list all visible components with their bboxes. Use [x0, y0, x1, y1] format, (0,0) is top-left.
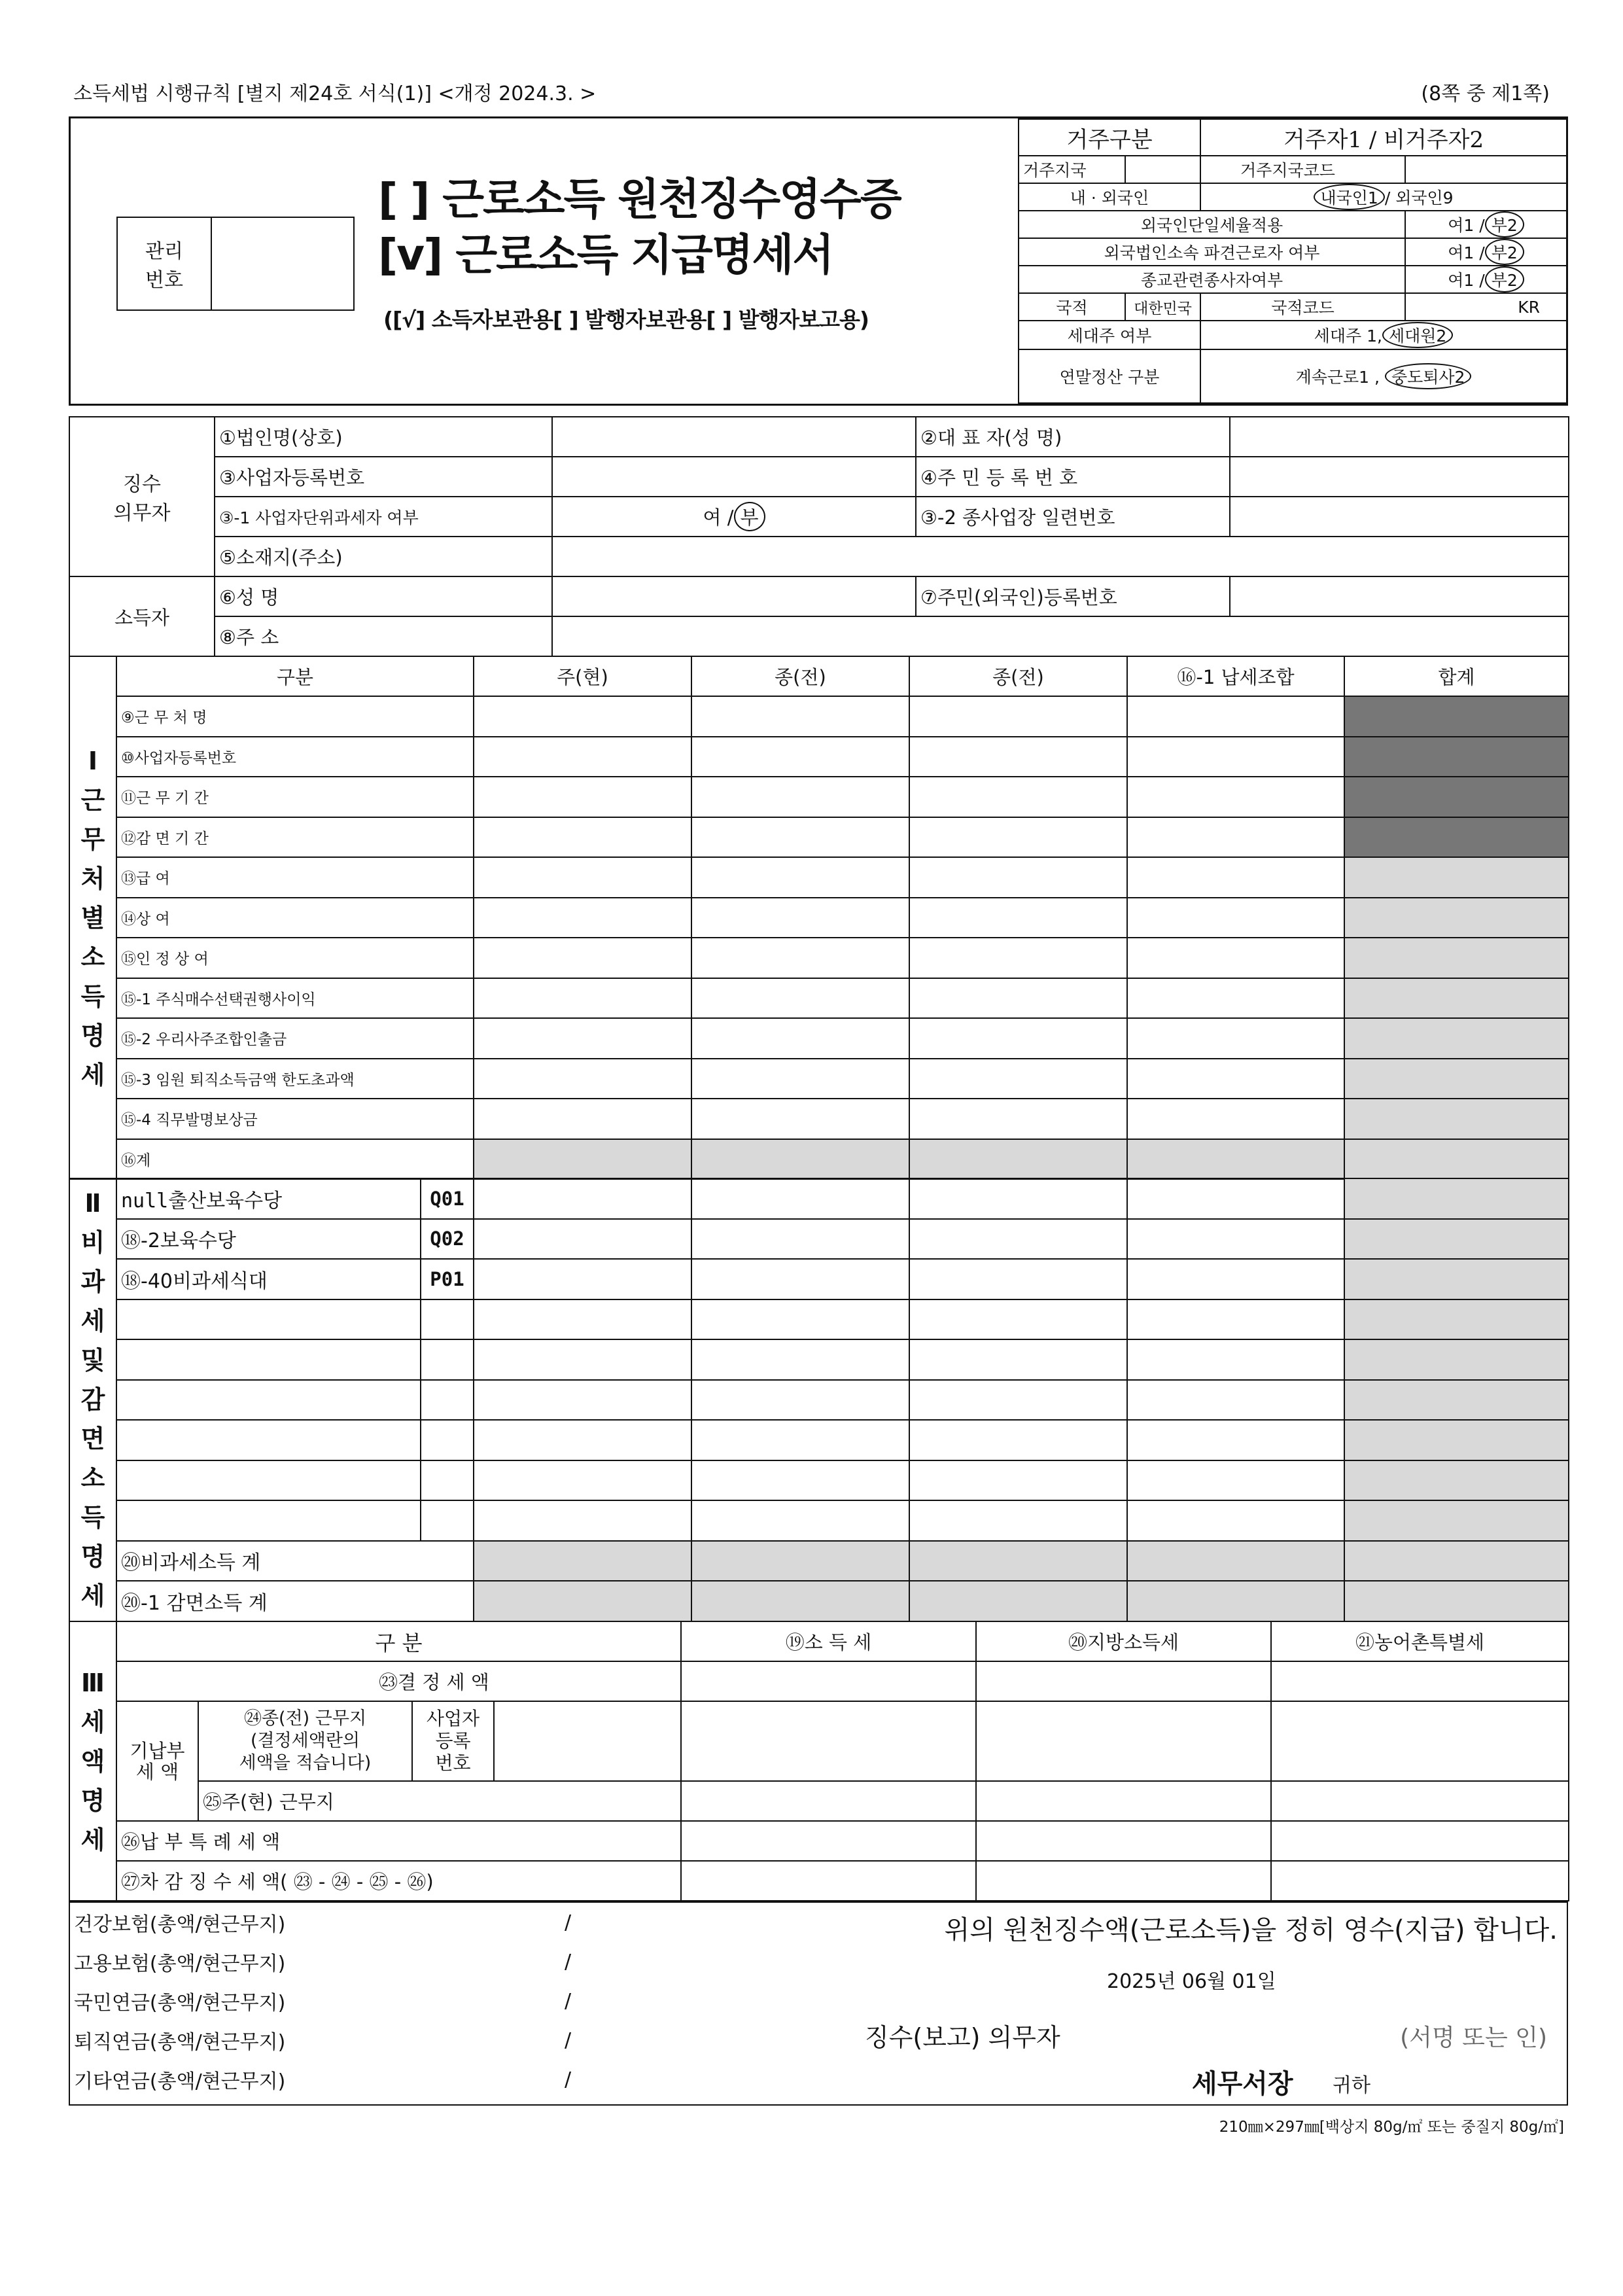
nontax-item-label: ⑱-40비과세식대	[116, 1259, 421, 1299]
table-cell[interactable]	[691, 817, 909, 858]
table-cell[interactable]	[909, 1500, 1127, 1541]
sum-cell	[691, 1541, 909, 1581]
form-header	[69, 116, 1568, 406]
total-cell	[1344, 898, 1569, 938]
recipient-suffix: 귀하	[1333, 2074, 1370, 2097]
payer-group-label: 징수 의무자	[69, 417, 215, 576]
esop-withdrawal-label: ⑮-2 우리사주조합인출금	[116, 1018, 474, 1059]
table-cell[interactable]	[1271, 1781, 1569, 1821]
table-cell[interactable]	[474, 1099, 691, 1139]
table-cell[interactable]	[681, 1821, 976, 1861]
biz-no-field[interactable]	[552, 457, 916, 497]
flat-tax-yes[interactable]: 여1 /	[1448, 216, 1485, 235]
sum-cell	[1344, 1581, 1569, 1621]
table-cell[interactable]	[1127, 1219, 1344, 1260]
table-cell[interactable]	[691, 1500, 909, 1541]
table-cell[interactable]	[1127, 696, 1344, 737]
retirement-pension-value[interactable]: /	[565, 2028, 572, 2052]
table-cell[interactable]	[474, 1380, 691, 1421]
section1-header-total: 합계	[1344, 656, 1569, 696]
table-cell[interactable]	[421, 1500, 474, 1541]
prepaid-tax-label: 기납부 세 액	[116, 1701, 198, 1821]
sum-cell	[691, 1581, 909, 1621]
dispatched-worker-label: 외국법인소속 파견근로자 여부	[1019, 238, 1405, 266]
signature-field[interactable]: (서명 또는 인)	[1400, 2024, 1547, 2051]
table-cell[interactable]	[691, 1380, 909, 1421]
table-cell[interactable]	[1127, 1178, 1344, 1219]
confirmation-statement: 위의 원천징수액(근로소득)을 정히 영수(지급) 합니다.	[944, 1915, 1558, 1945]
table-cell[interactable]	[976, 1861, 1271, 1901]
table-cell[interactable]	[474, 737, 691, 777]
corp-name-label: ①법인명(상호)	[215, 417, 552, 457]
table-cell[interactable]	[474, 696, 691, 737]
flat-tax-no[interactable]: 부2	[1485, 211, 1524, 238]
table-cell[interactable]	[1127, 1018, 1344, 1059]
table-cell[interactable]	[1127, 737, 1344, 777]
sum-cell	[1127, 1581, 1344, 1621]
table-cell[interactable]	[474, 1460, 691, 1501]
earner-group-label: 소득자	[69, 576, 215, 656]
residence-country-label: 거주지국	[1019, 156, 1125, 183]
management-number-label: 관리 번호	[118, 218, 212, 309]
work-period-label: ⑪근 무 기 간	[116, 777, 474, 817]
religious-worker-no[interactable]: 부2	[1485, 266, 1524, 292]
management-number-box	[116, 217, 355, 311]
sum-cell	[1127, 1541, 1344, 1581]
table-cell[interactable]	[474, 1299, 691, 1340]
table-cell[interactable]	[421, 1299, 474, 1340]
nontax-item-label: ⑱-2보육수당	[116, 1219, 421, 1260]
table-cell[interactable]	[691, 1299, 909, 1340]
table-cell[interactable]	[909, 696, 1127, 737]
table-cell[interactable]	[691, 1420, 909, 1460]
address-label: ⑤소재지(주소)	[215, 537, 552, 576]
table-cell[interactable]	[691, 1259, 909, 1299]
religious-worker-label: 종교관련종사자여부	[1019, 266, 1405, 293]
continuous-option[interactable]: 계속근로1 ,	[1295, 368, 1380, 387]
insurance-row	[70, 2021, 646, 2060]
rrn-field[interactable]	[1230, 457, 1569, 497]
other-pension-value[interactable]: /	[565, 2068, 572, 2091]
table-cell[interactable]	[909, 898, 1127, 938]
other-pension-label: 기타연금(총액/현근무지)	[74, 2070, 286, 2093]
disabled-cell	[1344, 696, 1569, 737]
table-cell[interactable]	[474, 1420, 691, 1460]
domestic-option[interactable]: 내국인1	[1314, 184, 1384, 210]
total-cell	[1344, 938, 1569, 978]
total-cell	[1344, 1178, 1569, 1219]
sub-workplace-label: ③-2 종사업장 일련번호	[916, 497, 1230, 537]
national-pension-label: 국민연금(총액/현근무지)	[74, 1992, 286, 2015]
earner-name-label: ⑥성 명	[215, 576, 552, 616]
table-cell[interactable]	[116, 1339, 421, 1380]
special-tax-label: ㉖납 부 특 례 세 액	[116, 1821, 681, 1861]
table-cell[interactable]	[691, 1059, 909, 1099]
table-cell[interactable]	[909, 978, 1127, 1019]
table-cell[interactable]	[1271, 1821, 1569, 1861]
prev-workplace-label: ㉔종(전) 근무지 (결정세액란의 세액을 적습니다)	[198, 1701, 412, 1781]
table-cell[interactable]	[909, 1059, 1127, 1099]
table-cell[interactable]	[1127, 1059, 1344, 1099]
representative-label: ②대 표 자(성 명)	[916, 417, 1230, 457]
table-cell[interactable]	[691, 1018, 909, 1059]
paper-spec: 210㎜×297㎜[백상지 80g/㎡ 또는 중질지 80g/㎡]	[1219, 2119, 1564, 2136]
table-cell[interactable]	[976, 1781, 1271, 1821]
table-cell[interactable]	[909, 1460, 1127, 1501]
table-cell[interactable]	[909, 1178, 1127, 1219]
table-cell[interactable]	[1127, 1380, 1344, 1421]
table-cell[interactable]	[1271, 1861, 1569, 1901]
table-cell[interactable]	[691, 857, 909, 898]
section1-header-union: ⑯-1 납세조합	[1127, 656, 1344, 696]
section3-table	[69, 1621, 1569, 1901]
table-cell[interactable]	[1271, 1701, 1569, 1781]
insurance-row	[70, 1903, 646, 1942]
household-member-option[interactable]: 세대원2	[1382, 322, 1453, 348]
table-cell[interactable]	[421, 1460, 474, 1501]
table-cell[interactable]	[116, 1380, 421, 1421]
sum-cell	[909, 1581, 1127, 1621]
earner-address-field[interactable]	[552, 616, 1569, 656]
deducted-tax-label: ㉗차 감 징 수 세 액( ㉓ - ㉔ - ㉕ - ㉖)	[116, 1861, 681, 1901]
total-cell	[1344, 1259, 1569, 1299]
table-cell[interactable]	[691, 737, 909, 777]
table-cell[interactable]	[1271, 1661, 1569, 1701]
total-cell	[1344, 1339, 1569, 1380]
table-cell[interactable]	[474, 777, 691, 817]
nontax-item-label: null출산보육수당	[116, 1178, 421, 1219]
total-cell	[1344, 978, 1569, 1019]
total-cell	[1344, 1219, 1569, 1260]
table-cell[interactable]	[116, 1299, 421, 1340]
title-statement: [v] 근로소득 지급명세서	[378, 230, 833, 280]
table-cell[interactable]	[421, 1420, 474, 1460]
table-cell[interactable]	[1127, 1259, 1344, 1299]
dispatched-worker-yes[interactable]: 여1 /	[1448, 243, 1485, 262]
employment-insurance-value[interactable]: /	[565, 1950, 572, 1973]
table-cell[interactable]	[909, 1099, 1127, 1139]
table-cell[interactable]	[909, 1219, 1127, 1260]
section2-table	[69, 1178, 1569, 1622]
exemption-period-label: ⑫감 면 기 간	[116, 817, 474, 858]
total-cell	[1344, 1059, 1569, 1099]
insurance-row	[70, 1981, 646, 2021]
nontax-item-code: Q01	[421, 1178, 474, 1219]
tax-office-label: 세무서장	[1192, 2069, 1293, 2099]
table-cell[interactable]	[421, 1339, 474, 1380]
table-cell[interactable]	[691, 1178, 909, 1219]
bottom-area	[69, 1901, 1568, 2106]
nationality-value: 대한민국	[1125, 293, 1200, 321]
table-cell[interactable]	[691, 898, 909, 938]
nationality-code-value: KR	[1405, 293, 1567, 321]
table-cell[interactable]	[1127, 1299, 1344, 1340]
table-cell[interactable]	[691, 978, 909, 1019]
table-cell[interactable]	[691, 777, 909, 817]
corp-name-field[interactable]	[552, 417, 916, 457]
exec-retirement-label: ⑮-3 임원 퇴직소득금액 한도초과액	[116, 1059, 474, 1099]
residence-code-label: 거주지국코드	[1200, 156, 1405, 183]
total-cell	[1344, 1500, 1569, 1541]
table-cell[interactable]	[474, 1500, 691, 1541]
section3-header: 구 분	[116, 1621, 681, 1661]
table-cell[interactable]	[909, 857, 1127, 898]
section1-vertical-title: Ⅰ 근 무 처 별 소 득 명 세	[69, 656, 116, 1179]
table-cell[interactable]	[909, 777, 1127, 817]
bonus-label: ⑭상 여	[116, 898, 474, 938]
sum-cell	[474, 1541, 691, 1581]
household-head-option[interactable]: 세대주 1,	[1314, 327, 1382, 345]
biz-no-label: ③사업자등록번호	[215, 457, 552, 497]
residence-country-field[interactable]	[1125, 156, 1200, 183]
table-cell[interactable]	[691, 1219, 909, 1260]
address-field[interactable]	[552, 537, 1569, 576]
table-cell[interactable]	[909, 1018, 1127, 1059]
settlement-type-label: 연말정산 구분	[1019, 349, 1200, 403]
table-cell[interactable]	[681, 1781, 976, 1821]
nontax-item-code: P01	[421, 1259, 474, 1299]
sum-cell	[474, 1139, 691, 1180]
issue-date: 2025년 06월 01일	[1107, 1970, 1276, 1993]
section3-vertical-title: Ⅲ 세 액 명 세	[69, 1621, 116, 1901]
table-cell[interactable]	[474, 938, 691, 978]
disabled-cell	[1344, 777, 1569, 817]
table-cell[interactable]	[474, 978, 691, 1019]
resident-info-table	[1018, 118, 1567, 404]
section1-table	[69, 656, 1569, 1180]
table-cell[interactable]	[1127, 938, 1344, 978]
unit-tax-yes[interactable]: 여 /	[703, 506, 734, 529]
reduced-total-label: ⑳-1 감면소득 계	[116, 1581, 474, 1621]
total-cell	[1344, 1018, 1569, 1059]
section1-header-current: 주(현)	[474, 656, 691, 696]
table-cell[interactable]	[116, 1460, 421, 1501]
table-cell[interactable]	[691, 1339, 909, 1380]
table-cell[interactable]	[1127, 857, 1344, 898]
workplace-name-label: ⑨근 무 처 명	[116, 696, 474, 737]
title-receipt: [ ] 근로소득 원천징수영수증	[378, 174, 901, 224]
table-cell[interactable]	[1127, 1420, 1344, 1460]
decided-tax-label: ㉓결 정 세 액	[116, 1661, 681, 1701]
table-cell[interactable]	[691, 696, 909, 737]
table-cell[interactable]	[1127, 1500, 1344, 1541]
local-tax-header: ⑳지방소득세	[976, 1621, 1271, 1661]
nontax-total-label: ⑳비과세소득 계	[116, 1541, 474, 1581]
payer-signature-label: 징수(보고) 의무자	[865, 2023, 1060, 2052]
total-cell	[1344, 1380, 1569, 1421]
income-tax-header: ⑲소 득 세	[681, 1621, 976, 1661]
table-cell[interactable]	[474, 1018, 691, 1059]
table-cell[interactable]	[691, 1460, 909, 1501]
copy-type: ([√] 소득자보관용[ ] 발행자보관용[ ] 발행자보고용)	[383, 307, 869, 332]
table-cell[interactable]	[976, 1661, 1271, 1701]
deemed-bonus-label: ⑮인 정 상 여	[116, 938, 474, 978]
insurance-row	[70, 2060, 646, 2099]
workplace-bizno-label: ⑩사업자등록번호	[116, 737, 474, 777]
earner-name-field[interactable]	[552, 576, 916, 616]
insurance-list	[70, 1903, 646, 2099]
table-cell[interactable]	[1127, 1339, 1344, 1380]
invention-reward-label: ⑮-4 직무발명보상금	[116, 1099, 474, 1139]
unit-tax-label: ③-1 사업자단위과세자 여부	[215, 497, 552, 537]
section2-vertical-title: Ⅱ 비 과 세 및 감 면 소 득 명 세	[69, 1178, 116, 1621]
salary-label: ⑬급 여	[116, 857, 474, 898]
sum-cell	[691, 1139, 909, 1180]
table-cell[interactable]	[1127, 898, 1344, 938]
sum-cell	[909, 1139, 1127, 1180]
religious-worker-yes[interactable]: 여1 /	[1448, 271, 1485, 290]
total-cell	[1344, 1299, 1569, 1340]
sub-workplace-field[interactable]	[1230, 497, 1569, 537]
table-cell[interactable]	[909, 1259, 1127, 1299]
residency-label: 거주구분	[1019, 119, 1200, 156]
national-pension-value[interactable]: /	[565, 1989, 572, 2013]
table-cell[interactable]	[976, 1821, 1271, 1861]
total-cell	[1344, 857, 1569, 898]
table-cell[interactable]	[116, 1500, 421, 1541]
table-cell[interactable]	[909, 1380, 1127, 1421]
table-cell[interactable]	[1127, 978, 1344, 1019]
table-cell[interactable]	[691, 938, 909, 978]
sum-cell	[1127, 1139, 1344, 1180]
table-cell[interactable]	[1127, 1460, 1344, 1501]
table-cell[interactable]	[909, 1299, 1127, 1340]
prev-biz-no-label: 사업자 등록 번호	[412, 1701, 494, 1781]
prev-biz-no-field[interactable]	[494, 1701, 681, 1781]
disabled-cell	[1344, 817, 1569, 858]
form-reference: 소득세법 시행규칙 [별지 제24호 서식(1)] <개정 2024.3. >	[73, 82, 597, 105]
total-cell	[1344, 1460, 1569, 1501]
payer-earner-table	[69, 416, 1569, 657]
employment-insurance-label: 고용보험(총액/현근무지)	[74, 1952, 286, 1975]
table-cell[interactable]	[474, 1259, 691, 1299]
rrn-label: ④주 민 등 록 번 호	[916, 457, 1230, 497]
unit-tax-no[interactable]: 부	[734, 502, 765, 531]
representative-field[interactable]	[1230, 417, 1569, 457]
earner-address-label: ⑧주 소	[215, 616, 552, 656]
stock-option-label: ⑮-1 주식매수선택권행사이익	[116, 978, 474, 1019]
sum-cell	[909, 1541, 1127, 1581]
table-cell[interactable]	[681, 1661, 976, 1701]
midyear-leave-option[interactable]: 중도퇴사2	[1385, 363, 1472, 389]
sum-cell	[474, 1581, 691, 1621]
earner-rrn-label: ⑦주민(외국인)등록번호	[916, 576, 1230, 616]
table-cell[interactable]	[474, 1059, 691, 1099]
table-cell[interactable]	[1127, 777, 1344, 817]
management-number-field[interactable]	[212, 218, 353, 309]
retirement-pension-label: 퇴직연금(총액/현근무지)	[74, 2031, 286, 2054]
nationality-type-label: 내 · 외국인	[1019, 183, 1200, 211]
sum-cell	[1344, 1541, 1569, 1581]
dispatched-worker-no[interactable]: 부2	[1485, 239, 1524, 265]
nationality-code-label: 국적코드	[1200, 293, 1405, 321]
table-cell[interactable]	[474, 898, 691, 938]
table-cell[interactable]	[474, 857, 691, 898]
page-indicator: (8쪽 중 제1쪽)	[1421, 82, 1550, 105]
earner-rrn-field[interactable]	[1230, 576, 1569, 616]
rural-tax-header: ㉑농어촌특별세	[1271, 1621, 1569, 1661]
sum-cell	[1344, 1139, 1569, 1180]
table-cell[interactable]	[909, 817, 1127, 858]
nationality-label: 국적	[1019, 293, 1125, 321]
table-cell[interactable]	[474, 1178, 691, 1219]
section1-header-prev1: 종(전)	[691, 656, 909, 696]
nontax-item-code: Q02	[421, 1219, 474, 1260]
section1-sum-label: ⑯계	[116, 1139, 474, 1180]
health-insurance-label: 건강보험(총액/현근무지)	[74, 1913, 286, 1936]
table-cell[interactable]	[909, 1420, 1127, 1460]
table-cell[interactable]	[909, 737, 1127, 777]
health-insurance-value[interactable]: /	[565, 1911, 572, 1934]
table-cell[interactable]	[421, 1380, 474, 1421]
table-cell[interactable]	[681, 1701, 976, 1781]
total-cell	[1344, 1420, 1569, 1460]
section1-header-category: 구분	[116, 656, 474, 696]
table-cell[interactable]	[681, 1861, 976, 1901]
residency-value: 거주자1 / 비거주자2	[1200, 119, 1567, 156]
insurance-row	[70, 1942, 646, 1981]
household-head-label: 세대주 여부	[1019, 321, 1200, 349]
disabled-cell	[1344, 737, 1569, 777]
table-cell[interactable]	[909, 1339, 1127, 1380]
curr-workplace-label: ㉕주(현) 근무지	[198, 1781, 681, 1821]
flat-tax-label: 외국인단일세율적용	[1019, 211, 1405, 238]
table-cell[interactable]	[474, 817, 691, 858]
table-cell[interactable]	[691, 1099, 909, 1139]
table-cell[interactable]	[474, 1339, 691, 1380]
table-cell[interactable]	[116, 1420, 421, 1460]
total-cell	[1344, 1099, 1569, 1139]
foreign-option[interactable]: / 외국인9	[1384, 188, 1454, 207]
section1-header-prev2: 종(전)	[909, 656, 1127, 696]
table-cell[interactable]	[1127, 817, 1344, 858]
table-cell[interactable]	[1127, 1099, 1344, 1139]
residence-code-field[interactable]	[1405, 156, 1567, 183]
table-cell[interactable]	[474, 1219, 691, 1260]
table-cell[interactable]	[976, 1701, 1271, 1781]
table-cell[interactable]	[909, 938, 1127, 978]
